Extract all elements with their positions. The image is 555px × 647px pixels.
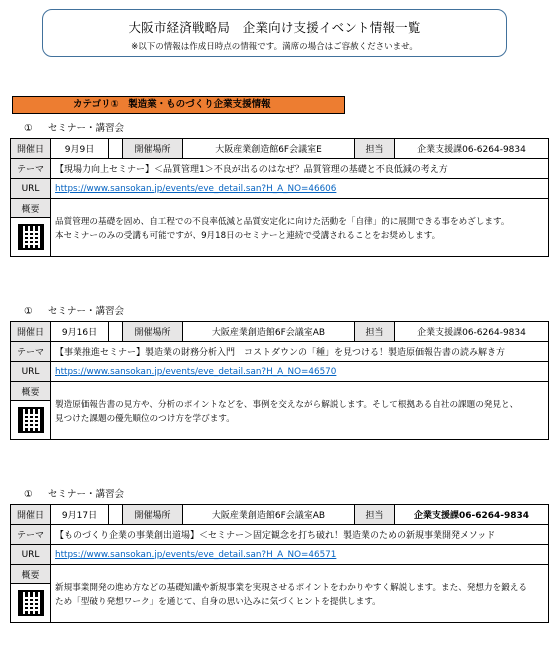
event-table bbox=[10, 138, 549, 257]
qr-code-icon[interactable] bbox=[18, 590, 44, 616]
event-date: 9月17日 bbox=[51, 505, 109, 525]
overview-label: 概要 bbox=[11, 199, 51, 218]
event-overview bbox=[51, 199, 549, 257]
contact-label: 担当 bbox=[355, 139, 395, 159]
event-type: セミナー・講習会 bbox=[48, 123, 125, 134]
event-url-link[interactable]: https://www.sansokan.jp/events/eve_detail.san?H_A_NO=46570 bbox=[55, 366, 337, 377]
event-theme: 【事業推進セミナー】製造業の財務分析入門 コストダウンの「種」を見つける！製造原価報告書の読み解き方 bbox=[51, 342, 549, 362]
event-contact: 企業支援課06-6264-9834 bbox=[395, 505, 549, 525]
qr-cell bbox=[11, 401, 51, 440]
page-title: 大阪市経済戦略局 企業向け支援イベント情報一覧 bbox=[128, 20, 421, 35]
date-label: 開催日 bbox=[11, 139, 51, 159]
event-heading bbox=[10, 120, 548, 138]
overview-line-2: 本セミナーのみの受講も可能ですが、9月18日のセミナーと連続で受講されることをお奨めします。 bbox=[55, 230, 441, 241]
event-heading bbox=[10, 486, 548, 504]
date-label: 開催日 bbox=[11, 322, 51, 342]
overview-line-2: 見つけた課題の優先順位のつけ方を学びます。 bbox=[55, 413, 235, 424]
event-url-link[interactable]: https://www.sansokan.jp/events/eve_detail.san?H_A_NO=46571 bbox=[55, 549, 337, 560]
header-note: ※以下の情報は作成日時点の情報です。満席の場合はご容赦くださいませ。 bbox=[131, 42, 418, 52]
overview-line-1: 品質管理の基礎を固め、自工程での不良率低減と品質安定化に向けた活動を「自律」的に展開できる事をめざします。 bbox=[55, 216, 510, 227]
event-theme: 【現場力向上セミナー】＜品質管理1＞不良が出るのはなぜ？品質管理の基礎と不良低減の考え方 bbox=[51, 159, 549, 179]
spacer-cell bbox=[109, 322, 123, 342]
event-table bbox=[10, 504, 549, 623]
overview-line-1: 新規事業開発の進め方などの基礎知識や新規事業を実現させるポイントをわかりやすく解説します。また、発想力を鍛える bbox=[55, 582, 527, 593]
event-type: セミナー・講習会 bbox=[48, 306, 125, 317]
url-label: URL bbox=[11, 362, 51, 382]
event-venue: 大阪産業創造館6F会議室E bbox=[183, 139, 355, 159]
event-type: セミナー・講習会 bbox=[48, 489, 125, 500]
event-date: 9月16日 bbox=[51, 322, 109, 342]
event-number: ① bbox=[24, 306, 33, 317]
event-heading bbox=[10, 303, 548, 321]
qr-code-icon[interactable] bbox=[18, 407, 44, 433]
event-date: 9月9日 bbox=[51, 139, 109, 159]
overview-line-2: ため「型破り発想ワーク」を通じて、自身の思い込みに気づくヒントを提供します。 bbox=[55, 596, 381, 607]
qr-code-icon[interactable] bbox=[18, 224, 44, 250]
overview-line-1: 製造原価報告書の見方や、分析のポイントなどを、事例を交えながら解説します。そして根拠ある自社の課題の発見と、 bbox=[55, 399, 519, 410]
event-number: ① bbox=[24, 123, 33, 134]
event-venue: 大阪産業創造館6F会議室AB bbox=[183, 322, 355, 342]
contact-label: 担当 bbox=[355, 505, 395, 525]
qr-cell bbox=[11, 584, 51, 623]
qr-cell bbox=[11, 218, 51, 257]
category-label: カテゴリ① 製造業・ものづくり企業支援情報 bbox=[12, 96, 345, 114]
event-overview bbox=[51, 382, 549, 440]
overview-label: 概要 bbox=[11, 382, 51, 401]
theme-label: テーマ bbox=[11, 342, 51, 362]
event-number: ① bbox=[24, 489, 33, 500]
event-contact: 企業支援課06-6264-9834 bbox=[395, 322, 549, 342]
event-table bbox=[10, 321, 549, 440]
event-card-1 bbox=[10, 120, 548, 257]
event-card-2 bbox=[10, 303, 548, 440]
contact-label: 担当 bbox=[355, 322, 395, 342]
url-label: URL bbox=[11, 545, 51, 565]
venue-label: 開催場所 bbox=[123, 505, 183, 525]
event-url-link[interactable]: https://www.sansokan.jp/events/eve_detail.san?H_A_NO=46606 bbox=[55, 183, 337, 194]
header-box bbox=[42, 9, 507, 57]
spacer-cell bbox=[109, 139, 123, 159]
theme-label: テーマ bbox=[11, 159, 51, 179]
event-venue: 大阪産業創造館6F会議室AB bbox=[183, 505, 355, 525]
url-label: URL bbox=[11, 179, 51, 199]
date-label: 開催日 bbox=[11, 505, 51, 525]
overview-label: 概要 bbox=[11, 565, 51, 584]
venue-label: 開催場所 bbox=[123, 322, 183, 342]
event-theme: 【ものづくり企業の事業創出道場】＜セミナー＞固定観念を打ち破れ！製造業のための新規事業開発メソッド bbox=[51, 525, 549, 545]
venue-label: 開催場所 bbox=[123, 139, 183, 159]
theme-label: テーマ bbox=[11, 525, 51, 545]
spacer-cell bbox=[109, 505, 123, 525]
event-card-3 bbox=[10, 486, 548, 623]
event-overview bbox=[51, 565, 549, 623]
event-contact: 企業支援課06-6264-9834 bbox=[395, 139, 549, 159]
